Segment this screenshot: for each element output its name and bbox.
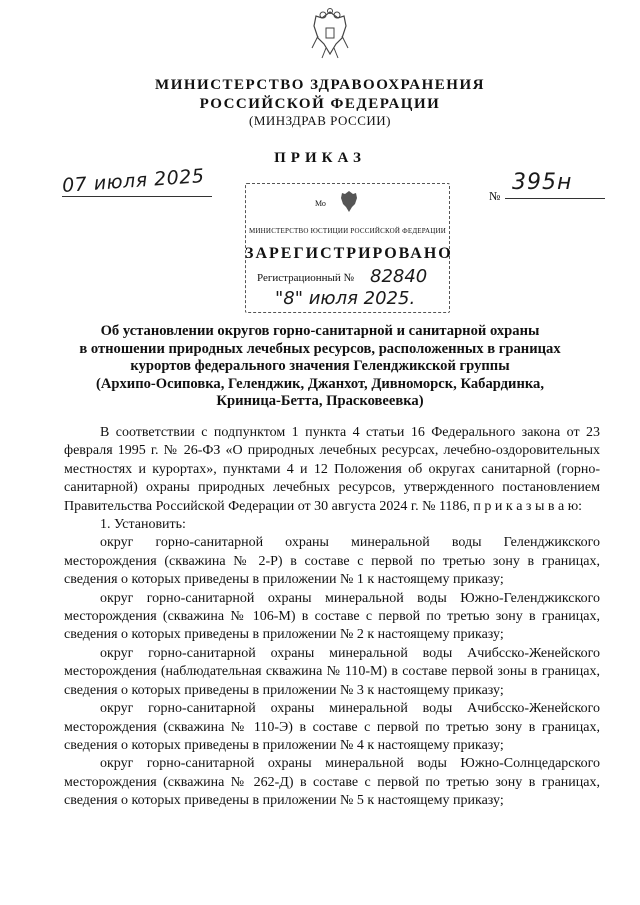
stamp-mo: Мо [315, 199, 326, 208]
title-line: (Архипо-Осиповка, Геленджик, Джанхот, Дивноморск, Кабардинка, [95, 375, 544, 392]
body-paragraph: округ горно-санитарной охраны минеральной воды Южно-Солнцедарского месторождения (скважина № 262-Д) в составе с первой по третью зону в границах, сведения о которых приведены в приложении № 5 к настоящему приказу; [64, 756, 600, 809]
handwritten-number: 395н [512, 170, 573, 195]
body-paragraph: округ горно-санитарной охраны минеральной воды Ачибсско-Женейского месторождения (скважина № 110-Э) в составе с первой по третью зону в границах, сведения о которых приведены в приложении № 4 к настоящему приказу; [64, 701, 600, 753]
registration-stamp [245, 183, 453, 313]
ministry-name-line2: РОССИЙСКОЙ ФЕДЕРАЦИИ [199, 96, 441, 112]
title-line: Об установлении округов горно-санитарной и санитарной охраны [100, 323, 540, 339]
handwritten-date: 07 июля 2025 [61, 165, 206, 197]
number-underline [505, 198, 605, 199]
document-title [40, 323, 600, 411]
stamp-reg-label: Регистрационный № [257, 272, 355, 284]
body-paragraph: округ горно-санитарной охраны минеральной воды Ачибсско-Женейского месторождения (наблюдательная скважина № 110-М) в составе первой зоны в границах, сведения о которых приведены в приложении № 3 к настоящему приказу; [64, 645, 600, 698]
document-body [64, 424, 600, 811]
title-line: курортов федерального значения Геленджикской группы [130, 358, 510, 374]
number-label: № [489, 189, 501, 203]
stamp-reg-number: 82840 [370, 266, 428, 287]
coat-of-arms-emblem [308, 8, 352, 60]
ministry-short-name: (МИНЗДРАВ РОССИИ) [248, 113, 391, 128]
body-paragraph: округ горно-санитарной охраны минеральной воды Геленджикского месторождения (скважина № 2-Р) в составе с первой по третью зону в границах, сведения о которых приведены в приложении № 1 к настоящему приказу; [64, 535, 600, 588]
body-paragraph: 1. Установить: [100, 517, 186, 533]
stamp-ministry: МИНИСТЕРСТВО ЮСТИЦИИ РОССИЙСКОЙ ФЕДЕРАЦИИ [249, 227, 446, 235]
title-line: в отношении природных лечебных ресурсов, расположенных в границах [79, 340, 561, 357]
body-paragraph: В соответствии с подпунктом 1 пункта 4 статьи 16 Федерального закона от 23 февраля 1995 г. № 26-ФЗ «О природных лечебных ресурсах, лечебно-оздоровительных местностях и курортах», пунктами 4 и 12 Положения об округах санитарной (горно-санитарной) охраны природных лечебных ресурсов, утвержденного постановлением Правительства Российской Федерации от 30 августа 2024 г. № 1186, п р и к а з ы в а ю: [64, 425, 600, 514]
stamp-registered: ЗАРЕГИСТРИРОВАНО [245, 245, 453, 262]
date-underline [62, 196, 212, 197]
body-paragraph: округ горно-санитарной охраны минеральной воды Южно-Геленджикского месторождения (скважина № 106-М) в составе с первой по третью зону в границах, сведения о которых приведены в приложении № 2 к настоящему приказу; [64, 590, 600, 643]
stamp-reg-date: "8" июля 2025. [275, 288, 416, 309]
stamp-emblem-icon [338, 189, 360, 215]
title-line: Криница-Бетта, Прасковеевка) [216, 393, 424, 409]
ministry-name-line1: МИНИСТЕРСТВО ЗДРАВООХРАНЕНИЯ [155, 77, 485, 93]
document-type: ПРИКАЗ [274, 150, 366, 166]
